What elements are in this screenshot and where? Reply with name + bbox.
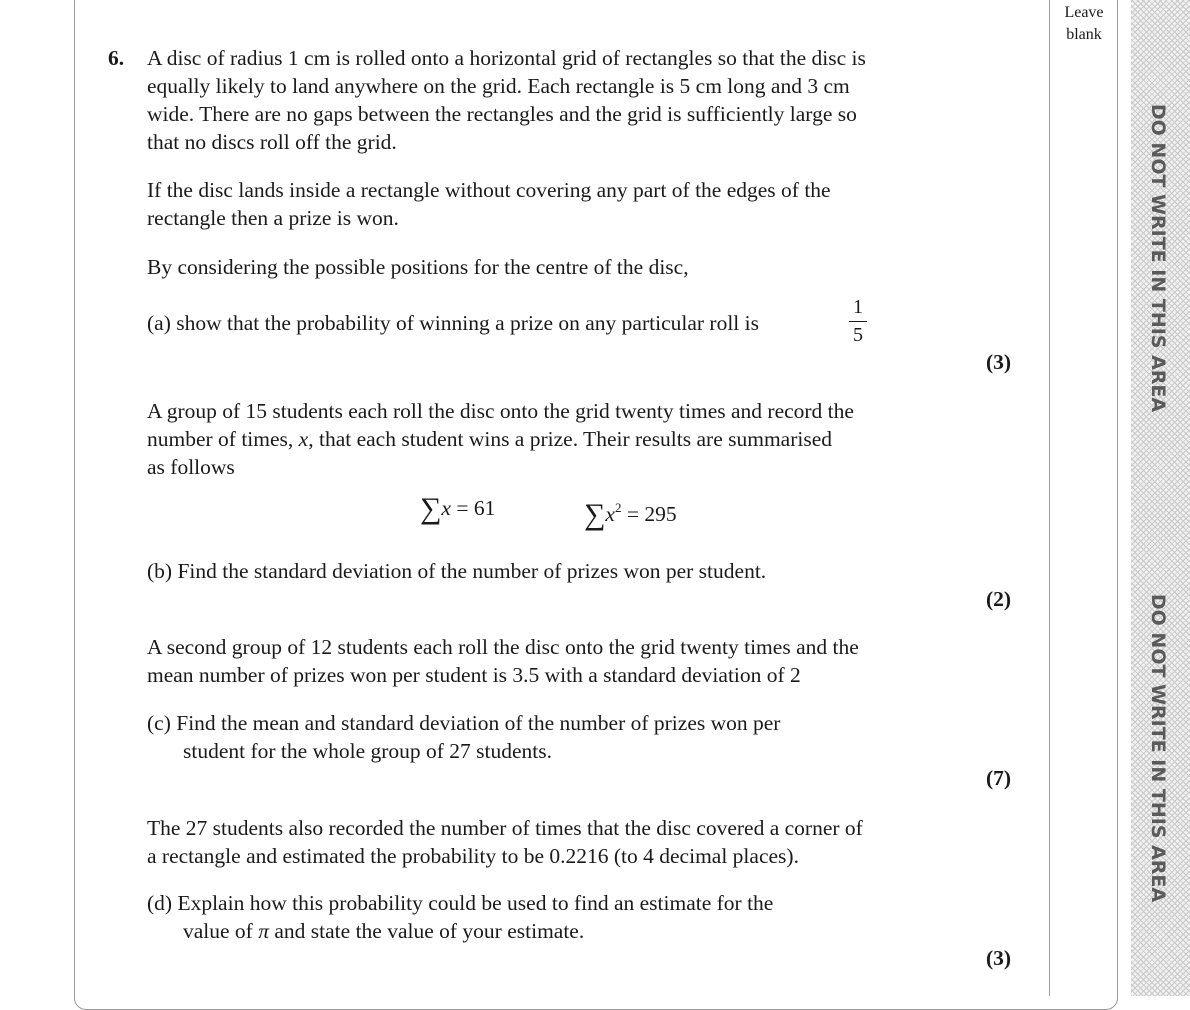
sum-x2-var: x	[605, 502, 615, 526]
sum-x2-value: = 295	[621, 502, 677, 526]
intro-line-1: A disc of radius 1 cm is rolled onto a horizontal grid of rectangles so that the disc is	[147, 46, 866, 70]
do-not-write-banner-top: DO NOT WRITE IN THIS AREA	[1147, 103, 1169, 413]
part-b-marks: (2)	[986, 587, 1012, 611]
group1-line-1: A group of 15 students each roll the disc onto the grid twenty times and record the	[147, 399, 854, 423]
group2-line-1: A second group of 12 students each roll the disc onto the grid twenty times and the	[147, 635, 859, 659]
sigma-symbol-2: ∑	[584, 498, 606, 531]
group1-line-2-b: , that each student wins a prize. Their results are summarised	[308, 427, 833, 451]
part-b-text: (b) Find the standard deviation of the number of prizes won per student.	[147, 559, 767, 583]
sum-x-value: = 61	[450, 496, 496, 520]
part-d-line-1: (d) Explain how this probability could be used to find an estimate for the	[147, 891, 774, 915]
fraction-numerator: 1	[853, 296, 863, 318]
prize-line-2: rectangle then a prize is won.	[147, 206, 399, 230]
part-c-line-2: student for the whole group of 27 students.	[183, 739, 553, 763]
pi-symbol: π	[258, 919, 269, 943]
part-d-line-2-b: and state the value of your estimate.	[269, 919, 585, 943]
margin-divider	[1049, 0, 1050, 996]
part-c-marks: (7)	[986, 766, 1012, 790]
fraction-one-fifth	[849, 296, 867, 347]
sum-x-squared	[584, 494, 677, 529]
sum-x-var: x	[441, 496, 451, 520]
group1-line-3: as follows	[147, 455, 235, 479]
corner-line-1: The 27 students also recorded the number of times that the disc covered a corner of	[147, 816, 863, 840]
sigma-symbol: ∑	[420, 492, 442, 525]
question-number: 6.	[108, 46, 125, 70]
intro-line-4: that no discs roll off the grid.	[147, 130, 397, 154]
leave-label-line2: blank	[1066, 26, 1102, 43]
do-not-write-banner-bottom: DO NOT WRITE IN THIS AREA	[1147, 593, 1169, 903]
fraction-denominator: 5	[853, 324, 863, 346]
variable-x: x	[298, 427, 309, 451]
group1-line-2	[147, 425, 832, 453]
part-c-line-1: (c) Find the mean and standard deviation of the number of prizes won per	[147, 711, 781, 735]
sum-x	[420, 494, 495, 523]
part-a-marks: (3)	[986, 350, 1012, 374]
part-d-line-2	[183, 917, 584, 945]
part-d-line-2-a: value of	[183, 919, 259, 943]
group2-line-2: mean number of prizes won per student is 3.5 with a standard deviation of 2	[147, 663, 801, 687]
corner-line-2: a rectangle and estimated the probability to be 0.2216 (to 4 decimal places).	[147, 844, 799, 868]
leave-label-line1: Leave	[1064, 4, 1104, 21]
square-exponent: 2	[614, 500, 622, 515]
intro-line-2: equally likely to land anywhere on the grid. Each rectangle is 5 cm long and 3 cm	[147, 74, 850, 98]
leave-blank-label	[1056, 2, 1112, 46]
group1-line-2-a: number of times,	[147, 427, 299, 451]
part-a-text: (a) show that the probability of winning a prize on any particular roll is	[147, 311, 759, 335]
consider-line: By considering the possible positions for the centre of the disc,	[147, 255, 689, 279]
prize-line-1: If the disc lands inside a rectangle without covering any part of the edges of the	[147, 178, 831, 202]
part-d-marks: (3)	[986, 946, 1012, 970]
intro-line-3: wide. There are no gaps between the rectangles and the grid is sufficiently large so	[147, 102, 857, 126]
